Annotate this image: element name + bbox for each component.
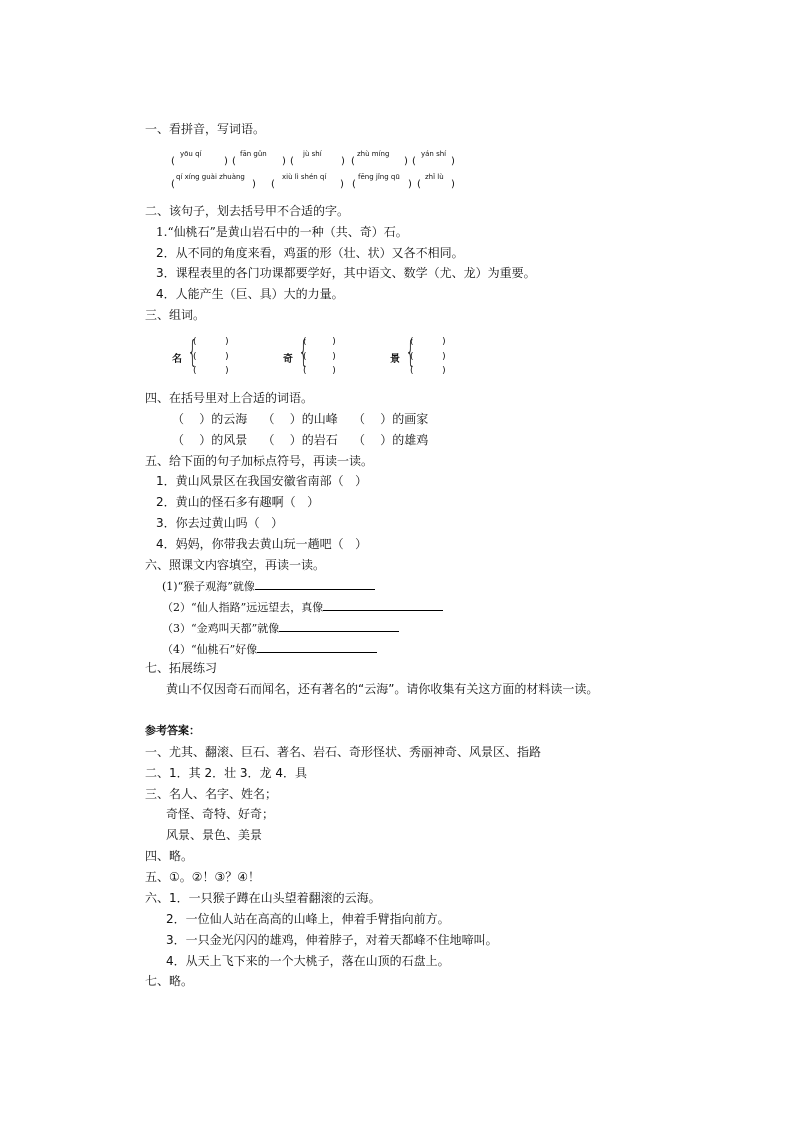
exercise-item: 4．妈妈，你带我去黄山玩一趟吧（ ） xyxy=(156,537,368,551)
blank-paren: ( ) xyxy=(193,366,229,376)
brace-icon: { xyxy=(187,335,198,370)
answer-paren: ( xyxy=(271,179,275,190)
blank-paren: ( ) xyxy=(410,337,446,347)
brace-icon: { xyxy=(298,335,309,370)
exercise-item: 1．黄山风景区在我国安徽省南部（ ） xyxy=(156,474,368,488)
answer-line: 风景、景色、美景 xyxy=(166,828,263,842)
section-7-body: 黄山不仅因奇石而闻名，还有著名的“云海”。请你收集有关这方面的材料读一读。 xyxy=(166,682,599,696)
blank-paren: ( ) xyxy=(410,352,446,362)
answer-line: 三、名人、名字、姓名； xyxy=(145,787,278,801)
answer-line: 3．一只金光闪闪的雄鸡，伸着脖子，对着天都峰不住地啼叫。 xyxy=(166,933,498,947)
section-6-title: 六、照课文内容填空，再读一读。 xyxy=(145,558,326,572)
answer-paren: ( xyxy=(412,156,416,167)
exercise-item: （ ）的风景 （ ）的岩石 （ ）的雄鸡 xyxy=(172,433,429,447)
answer-paren: ) xyxy=(340,179,344,190)
section-7-title: 七、拓展练习 xyxy=(145,661,218,675)
pinyin-label: fēng jǐng qū xyxy=(358,173,400,181)
blank-paren: ( ) xyxy=(303,337,336,347)
fill-blank-line[interactable] xyxy=(279,619,399,632)
answer-paren: ( xyxy=(417,179,421,190)
answer-line: 2．一位仙人站在高高的山峰上，伸着手臂指向前方。 xyxy=(166,912,450,926)
section-3-title: 三、组词。 xyxy=(145,308,206,322)
answers-title: 参考答案： xyxy=(145,724,200,737)
fill-blank-item xyxy=(162,577,375,595)
blank-paren: ( ) xyxy=(410,366,446,376)
section-1-title: 一、看拼音，写词语。 xyxy=(145,122,266,136)
fill-blank-prompt: （4）“仙桃石”好像 xyxy=(162,643,258,656)
fill-blank-line[interactable] xyxy=(323,598,443,611)
fill-blank-line[interactable] xyxy=(257,640,377,653)
fill-blank-line[interactable] xyxy=(255,577,375,590)
group-char: 景 xyxy=(390,354,400,365)
answer-line: 二、1．其 2．壮 3．龙 4．具 xyxy=(145,766,307,780)
answer-paren: ) xyxy=(408,179,412,190)
section-4-title: 四、在括号里对上合适的词语。 xyxy=(145,391,314,405)
exercise-item: （ ）的云海 （ ）的山峰 （ ）的画家 xyxy=(172,412,429,426)
answer-paren: ) xyxy=(252,179,256,190)
answer-paren: ( xyxy=(352,179,356,190)
brace-icon: { xyxy=(405,335,416,370)
blank-paren: ( ) xyxy=(193,337,229,347)
exercise-item: 1.“仙桃石”是黄山岩石中的一种（共、奇）石。 xyxy=(156,225,408,239)
answer-paren: ) xyxy=(451,179,455,190)
blank-paren: ( ) xyxy=(193,352,229,362)
fill-blank-prompt: (1)“猴子观海”就像 xyxy=(162,580,255,593)
pinyin-label: yōu qí xyxy=(180,150,202,158)
pinyin-label: zhǐ lù xyxy=(425,173,444,181)
pinyin-label: xiù lì shén qí xyxy=(282,173,327,181)
answer-paren: ( xyxy=(290,156,294,167)
answer-line: 4．从天上飞下来的一个大桃子，落在山顶的石盘上。 xyxy=(166,954,450,968)
section-5-title: 五、给下面的句子加标点符号，再读一读。 xyxy=(145,454,374,468)
answer-paren: ( xyxy=(171,156,175,167)
exercise-item: 4．人能产生（巨、具）大的力量。 xyxy=(156,287,344,301)
answer-paren: ) xyxy=(224,156,228,167)
answer-paren: ) xyxy=(282,156,286,167)
answer-line: 五、①。②！③？④！ xyxy=(145,870,261,884)
pinyin-label: yán shí xyxy=(421,150,447,158)
fill-blank-item xyxy=(162,619,399,637)
answer-line: 七、略。 xyxy=(145,974,194,988)
blank-paren: ( ) xyxy=(303,366,336,376)
answer-line: 一、尤其、翻滚、巨石、著名、岩石、奇形怪状、秀丽神奇、风景区、指路 xyxy=(145,745,542,759)
group-char: 奇 xyxy=(283,354,293,365)
pinyin-label: jù shí xyxy=(303,150,322,158)
answer-paren: ( xyxy=(171,179,175,190)
blank-paren: ( ) xyxy=(303,352,336,362)
answer-paren: ) xyxy=(451,156,455,167)
exercise-item: 2．黄山的怪石多有趣啊（ ） xyxy=(156,495,320,509)
fill-blank-prompt: （3）“金鸡叫天都”就像 xyxy=(162,622,280,635)
exercise-item: 2．从不同的角度来看，鸡蛋的形（壮、状）又各不相同。 xyxy=(156,246,464,260)
fill-blank-prompt: （2）“仙人指路”远远望去，真像 xyxy=(162,601,324,614)
answer-paren: ) xyxy=(404,156,408,167)
exercise-item: 3．你去过黄山吗（ ） xyxy=(156,516,284,530)
group-char: 名 xyxy=(172,354,182,365)
answer-line: 四、略。 xyxy=(145,849,194,863)
answer-line: 六、1．一只猴子蹲在山头望着翻滚的云海。 xyxy=(145,891,381,905)
answer-line: 奇怪、奇特、好奇； xyxy=(166,807,275,821)
pinyin-label: fān gǔn xyxy=(240,150,267,158)
section-2-title: 二、该句子，划去括号甲不合适的字。 xyxy=(145,204,350,218)
pinyin-label: qí xíng guài zhuàng xyxy=(176,173,245,181)
fill-blank-item xyxy=(162,640,377,658)
answer-paren: ( xyxy=(232,156,236,167)
answer-paren: ) xyxy=(341,156,345,167)
exercise-item: 3．课程表里的各门功课都要学好，其中语文、数学（尤、龙）为重要。 xyxy=(156,266,536,280)
answer-paren: ( xyxy=(351,156,355,167)
pinyin-label: zhù míng xyxy=(357,150,390,158)
fill-blank-item xyxy=(162,598,443,616)
